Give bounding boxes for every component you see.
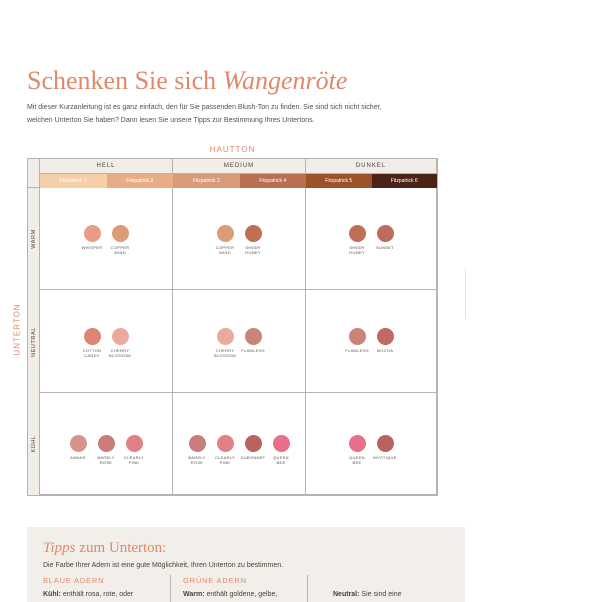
blush-name-line: COTTON bbox=[82, 348, 102, 353]
blush-dot bbox=[245, 225, 262, 242]
blush-swatch bbox=[185, 435, 209, 465]
grid-corner bbox=[28, 159, 40, 188]
blush-swatch bbox=[269, 435, 293, 465]
blush-name-line: CLEARLY bbox=[214, 455, 236, 460]
blush-dot bbox=[377, 225, 394, 242]
blush-swatch bbox=[108, 225, 132, 255]
title-part2: Wangenröte bbox=[222, 66, 348, 95]
tips-col-neutral bbox=[333, 576, 401, 600]
tips-col-blue-head: BLAUE ADERN bbox=[43, 576, 105, 585]
tips-col-blue-text bbox=[43, 590, 133, 600]
blush-name-line: CHERRY bbox=[110, 348, 130, 353]
blush-name-line: AWAKE bbox=[70, 455, 86, 460]
tips-title bbox=[43, 540, 166, 557]
grid-cell bbox=[306, 393, 437, 495]
blush-dot bbox=[189, 435, 206, 452]
blush-dot bbox=[112, 225, 129, 242]
blush-name-line: CANDY bbox=[84, 353, 100, 358]
unterton-row-2 bbox=[28, 393, 40, 495]
blush-dot bbox=[377, 435, 394, 452]
blush-swatch bbox=[241, 435, 265, 460]
blush-name bbox=[111, 245, 130, 255]
grid-cell bbox=[40, 393, 173, 495]
page-title bbox=[27, 66, 347, 96]
blush-name-line: WHISPER bbox=[81, 245, 103, 250]
blush-name-line: PINK bbox=[219, 460, 231, 465]
blush-swatch bbox=[213, 328, 237, 358]
blush-swatch bbox=[213, 435, 237, 465]
blush-name-line: FLAWLESS bbox=[345, 348, 369, 353]
blush-dot bbox=[126, 435, 143, 452]
blush-name-line: SHEER bbox=[245, 245, 261, 250]
unterton-row-0 bbox=[28, 188, 40, 290]
blush-name-line: WIND bbox=[114, 250, 126, 255]
tips-col-green-bold: Warm: bbox=[183, 591, 205, 598]
blush-name-line: DUBONNET bbox=[240, 455, 266, 460]
blush-name bbox=[214, 348, 236, 358]
blush-name-line: ROSE bbox=[99, 460, 113, 465]
grid-cell bbox=[40, 290, 173, 393]
blush-dot bbox=[217, 328, 234, 345]
blush-name bbox=[124, 455, 144, 465]
unterton-row-label: NEUTRAL bbox=[30, 326, 37, 357]
grid-cell bbox=[173, 290, 306, 393]
blush-dot bbox=[349, 435, 366, 452]
blush-name-line: MYSTIQUE bbox=[373, 455, 397, 460]
fitzpatrick-band-1: Fitzpatrick 1 bbox=[40, 174, 107, 188]
unterton-row-1 bbox=[28, 290, 40, 393]
blush-dot bbox=[84, 328, 101, 345]
blush-swatch bbox=[345, 225, 369, 255]
blush-dot bbox=[245, 435, 262, 452]
blush-swatch bbox=[94, 435, 118, 465]
blush-name-line: BEE bbox=[352, 460, 362, 465]
blush-name-line: CLEARLY bbox=[123, 455, 145, 460]
blush-swatch bbox=[108, 328, 132, 358]
blush-swatch bbox=[373, 328, 397, 353]
blush-dot bbox=[98, 435, 115, 452]
blush-name-line: MOCHA bbox=[376, 348, 394, 353]
blush-name-line: BARELY bbox=[188, 455, 206, 460]
blush-name bbox=[241, 455, 266, 460]
grid-cell bbox=[306, 290, 437, 393]
blush-name-line: SHEER bbox=[349, 245, 365, 250]
blush-name bbox=[109, 348, 131, 358]
blush-dot bbox=[245, 328, 262, 345]
blush-name bbox=[349, 245, 365, 255]
blush-name-line: COPPER bbox=[110, 245, 130, 250]
blush-swatch bbox=[66, 435, 90, 460]
blush-name-line: WIND bbox=[219, 250, 231, 255]
blush-swatch bbox=[373, 435, 397, 460]
blush-name-line: PINK bbox=[128, 460, 140, 465]
blush-name bbox=[83, 348, 102, 358]
blush-name bbox=[376, 245, 394, 250]
blush-swatch bbox=[373, 225, 397, 250]
blush-swatch bbox=[345, 328, 369, 353]
edge-line bbox=[465, 269, 466, 319]
tips-box bbox=[27, 527, 465, 602]
fitzpatrick-band-4: Fitzpatrick 4 bbox=[240, 174, 307, 188]
tips-col-neutral-bold: Neutral: bbox=[333, 591, 360, 598]
intro-text: Mit dieser Kurzanleitung ist es ganz einfach, den für Sie passenden Blush-Ton zu finden. Sie sind sich nicht sicher, welchen Unterton Sie haben? Dann lesen Sie unsere Tipps zur Bestimmung Ihres Untertons. bbox=[27, 104, 382, 124]
blush-swatch bbox=[345, 435, 369, 465]
blush-dot bbox=[349, 225, 366, 242]
blush-name bbox=[245, 245, 261, 255]
tips-col-blue-body: enthält rosa, rote, oder bbox=[60, 591, 134, 598]
blush-swatch bbox=[80, 225, 104, 250]
unterton-row-label: WARM bbox=[30, 229, 37, 249]
blush-dot bbox=[349, 328, 366, 345]
blush-dot bbox=[273, 435, 290, 452]
blush-name bbox=[273, 455, 289, 465]
blush-name bbox=[82, 245, 103, 250]
blush-dot bbox=[217, 435, 234, 452]
tips-col-neutral-head bbox=[333, 576, 401, 585]
fitzpatrick-band-3: Fitzpatrick 3 bbox=[173, 174, 240, 188]
hautton-group-medium: MEDIUM bbox=[173, 159, 306, 174]
hautton-axis-label: HAUTTON bbox=[209, 145, 256, 154]
blush-name-line: BEE bbox=[276, 460, 286, 465]
blush-swatch bbox=[80, 328, 104, 358]
grid-cell bbox=[40, 188, 173, 290]
tips-col-neutral-body: Sie sind eine bbox=[359, 591, 402, 598]
blush-name-line: FLAWLESS bbox=[241, 348, 265, 353]
blush-name bbox=[345, 348, 369, 353]
blush-grid bbox=[27, 158, 438, 496]
fitzpatrick-band-5: Fitzpatrick 5 bbox=[306, 174, 372, 188]
tips-col-green bbox=[183, 576, 277, 600]
blush-name-line: ROSE bbox=[190, 460, 204, 465]
blush-swatch bbox=[213, 225, 237, 255]
blush-name-line: QUEEN bbox=[349, 455, 365, 460]
grid-cell bbox=[306, 188, 437, 290]
tips-title-rest: zum Unterton: bbox=[75, 540, 167, 556]
title-part1: Schenken Sie sich bbox=[27, 66, 223, 95]
blush-name-line: QUEEN bbox=[273, 455, 289, 460]
tips-col-blue bbox=[43, 576, 133, 600]
tips-title-italic: Tipps bbox=[43, 540, 76, 556]
blush-dot bbox=[84, 225, 101, 242]
fitzpatrick-band-2: Fitzpatrick 2 bbox=[107, 174, 174, 188]
blush-dot bbox=[377, 328, 394, 345]
hautton-group-dunkel: DUNKEL bbox=[306, 159, 437, 174]
blush-name-line: COPPER bbox=[215, 245, 235, 250]
fitzpatrick-band-6: Fitzpatrick 6 bbox=[372, 174, 438, 188]
blush-name bbox=[241, 348, 265, 353]
blush-name-line: SUNSET bbox=[375, 245, 395, 250]
blush-name-line: BLOSSOM bbox=[214, 353, 236, 358]
blush-name bbox=[97, 455, 114, 465]
blush-name bbox=[70, 455, 86, 460]
blush-name-line: BLOSSOM bbox=[109, 353, 131, 358]
tips-divider bbox=[170, 575, 171, 602]
blush-swatch bbox=[241, 225, 265, 255]
grid-cell bbox=[173, 188, 306, 290]
tips-col-green-head: GRÜNE ADERN bbox=[183, 576, 247, 585]
blush-dot bbox=[217, 225, 234, 242]
hautton-group-hell: HELL bbox=[40, 159, 173, 174]
tips-col-green-body: enthält goldene, gelbe, bbox=[204, 591, 278, 598]
blush-name-line: CHERRY bbox=[215, 348, 235, 353]
blush-name bbox=[188, 455, 205, 465]
tips-col-blue-bold: Kühl: bbox=[43, 591, 61, 598]
blush-name bbox=[215, 455, 235, 465]
unterton-axis-text: UNTERTON bbox=[12, 303, 22, 356]
blush-swatch bbox=[122, 435, 146, 465]
blush-swatch bbox=[241, 328, 265, 353]
blush-name-line: HONEY bbox=[245, 250, 261, 255]
tips-intro: Die Farbe Ihrer Adern ist eine gute Möglichkeit, Ihren Unterton zu bestimmen. bbox=[43, 562, 284, 569]
blush-dot bbox=[70, 435, 87, 452]
blush-name-line: BARELY bbox=[97, 455, 115, 460]
blush-name bbox=[373, 455, 396, 460]
blush-name bbox=[216, 245, 235, 255]
unterton-row-label: KÜHL bbox=[30, 435, 37, 453]
blush-dot bbox=[112, 328, 129, 345]
tips-divider bbox=[307, 575, 308, 602]
blush-name bbox=[377, 348, 393, 353]
grid-cell bbox=[173, 393, 306, 495]
tips-col-neutral-text bbox=[333, 590, 401, 600]
blush-name bbox=[349, 455, 365, 465]
blush-name-line: HONEY bbox=[349, 250, 365, 255]
tips-col-green-text bbox=[183, 590, 277, 600]
